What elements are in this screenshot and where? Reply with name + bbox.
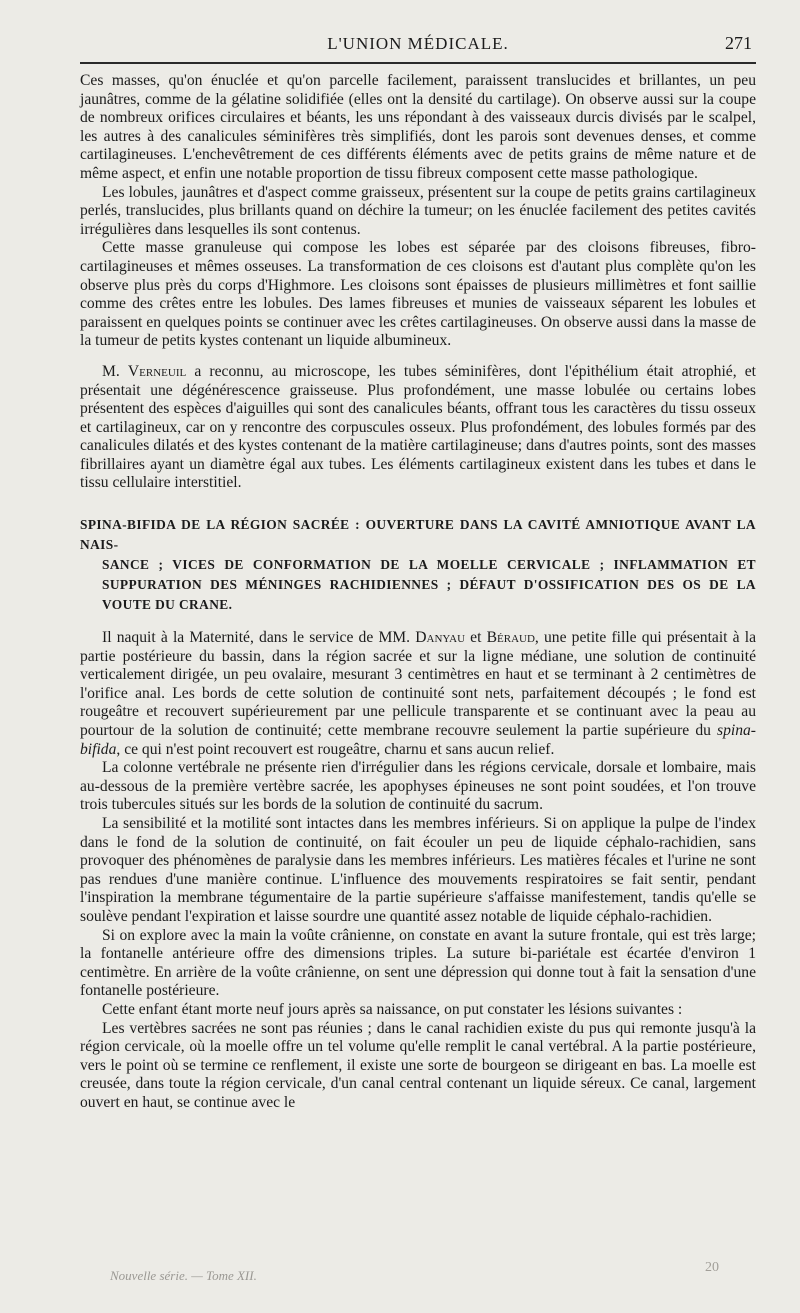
paragraph-case-intro — [80, 629, 756, 759]
paragraph-vertebres: Les vertèbres sacrées ne sont pas réunies ; dans le canal rachidien existe du pus qui remonte jusqu'à la région cervicale, où la moelle offre un tel volume qu'elle remplit le canal vertébral. A la partie postérieure, vers le point où se termine ce renflement, il existe une sorte de bourgeon se dirigeant en bas. La moelle est creusée, dans toute la région cervicale, d'un canal central contenant un liquide séreux. Ce canal, largement ouvert en haut, se continue avec le — [80, 1019, 756, 1111]
paragraph-colonne: La colonne vertébrale ne présente rien d'irrégulier dans les régions cervicale, dorsale et lombaire, mais au-dessous de la première vertèbre sacrée, les apophyses épineuses ne sont point soudées, et l'on trouve trois tubercules situés sur les bords de la solution de continuité du sacrum. — [80, 759, 756, 814]
footer-series: Nouvelle série. — Tome XII. — [110, 1268, 257, 1283]
author-name-beraud: Béraud — [486, 629, 535, 647]
page-header — [80, 30, 756, 60]
section-heading — [80, 515, 756, 615]
case-lead-b: et — [465, 629, 487, 647]
page-number: 271 — [725, 33, 752, 53]
case-text-b: , ce qui n'est point recouvert est rougeâtre, charnu et sans aucun relief. — [116, 740, 555, 758]
paragraph-cloisons: Cette masse granuleuse qui compose les lobes est séparée par des cloisons fibreuses, fibro-cartilagineuses et mêmes osseuses. La transformation de ces cloisons est d'autant plus complète qu'on les observe plus près du corps d'Highmore. Les cloisons sont épaisses de plusieurs millimètres et font saillie comme des crêtes entre les lobules. Des lames fibreuses et munies de vaisseaux séparent les lobules et paraissent en quelques points se continuer avec les crêtes cartilagineuses. On observe aussi dans la masse de la tumeur de petits kystes contenant un liquide albumineux. — [80, 239, 756, 350]
paragraph-masses: Ces masses, qu'on énuclée et qu'on parcelle facilement, paraissent translucides et brillantes, un peu jaunâtres, comme de la gélatine solidifiée (elles ont la densité du cartilage). On observe aussi sur la coupe de nombreux orifices circulaires et béants, les uns répondant à des vaisseaux durcis divisés par le scalpel, les autres à des canalicules séminifères très simplifiés, dont les parois sont devenues denses, et comme cartilagineuses. L'enchevêtrement de ces différents éléments avec de petits grains de même nature et de même aspect, et enfin une notable proportion de tissu fibreux composent cette masse pathologique. — [80, 72, 756, 182]
author-name-verneuil: Verneuil — [127, 362, 187, 380]
paragraph-gap — [80, 351, 756, 363]
verneuil-prefix: M. — [102, 362, 128, 380]
case-text-a: , une petite fille qui présentait à la partie postérieure du bassin, dans la région sacrée et sur la ligne médiane, une solution de continuité verticalement dirigée, un peu ovalaire, mesurant 3 centimètres en haut et se terminant à 2 centimètres de l'orifice anal. Les bords de cette solution de continuité sont nets, parfaitement découpés ; le fond est rougeâtre et recouvert supérieurement par une pellicule transparente et se continuant avec la peau au pourtour de la solution de continuité; cette membrane recouvre seulement la partie supérieure du — [80, 629, 757, 740]
heading-continuation: SANCE ; VICES DE CONFORMATION DE LA MOELLE CERVICALE ; INFLAMMATION ET SUPPURATION DES MÉNINGES RACHIDIENNES ; DÉFAUT D'OSSIFICATION DES OS DE LA VOUTE DU CRANE. — [102, 557, 756, 613]
page-body — [80, 72, 756, 1113]
heading-first-line: SPINA-BIFIDA DE LA RÉGION SACRÉE : OUVERTURE DANS LA CAVITÉ AMNIOTIQUE AVANT LA NAIS- — [80, 517, 756, 553]
italic-term: spina-bifida — [80, 722, 756, 758]
author-name-danyau: Danyau — [415, 629, 466, 647]
paragraph-lobules: Les lobules, jaunâtres et d'aspect comme graisseux, présentent sur la coupe de petits grains cartilagineux perlés, translucides, plus brillants quand on déchire la tumeur; on les énuclée facilement des petites cavités irrégulières dans lesquelles ils sont contenus. — [80, 183, 756, 238]
verneuil-text: a reconnu, au microscope, les tubes séminifères, dont l'épithélium était atrophié, et présentait une dégénérescence graisseuse. Plus profondément, une masse lobulée ou certains lobes présentent des espèces d'aiguilles qui sont des canalicules béants, offrant tous les caractères du tissu osseux et cartilagineux, car on y rencontre des corpuscules osseux. Plus profondément, des lobules formés par des canalicules dilatés et des kystes contenant de la matière cartilagineuse; dans d'autres points, sont des masses fibrillaires ayant un diamètre égal aux tubes. Les éléments cartilagineux existent dans les tubes et dans le tissu cellulaire interstitiel. — [80, 362, 756, 492]
paragraph-morte: Cette enfant étant morte neuf jours après sa naissance, on put constater les lésions suivantes : — [102, 1000, 683, 1018]
paragraph-sensibilite: La sensibilité et la motilité sont intactes dans les membres inférieurs. Si on applique la pulpe de l'index dans le fond de la solution de continuité, on fait écouler un peu de liquide céphalo-rachidien, sans provoquer des phénomènes de paralysie dans les membres inférieurs. Les matières fécales et l'urine ne sont pas rendues d'une manière continue. L'influence des mouvements respiratoires se fait sentir, pendant l'inspiration la membrane tégumentaire de la partie supérieure s'affaisse manifestement, tandis qu'elle se soulève pendant l'expiration et laisse sourdre une quantité assez notable de liquide céphalo-rachidien. — [80, 815, 756, 925]
paragraph-verneuil — [80, 363, 756, 493]
running-title: L'UNION MÉDICALE. — [327, 34, 509, 53]
paragraph-voute: Si on explore avec la main la voûte crânienne, on constate en avant la suture frontale, qui est très large; la fontanelle antérieure offre des dimensions triples. La suture bi-pariétale est écartée d'environ 1 centimètre. En arrière de la voûte crânienne, on sent une dépression qui donne tout à fait la sensation d'une fontanelle postérieure. — [80, 926, 756, 1000]
footer-signature: 20 — [705, 1260, 719, 1275]
case-lead-a: Il naquit à la Maternité, dans le service de MM. — [102, 629, 416, 647]
header-rule — [80, 62, 756, 64]
